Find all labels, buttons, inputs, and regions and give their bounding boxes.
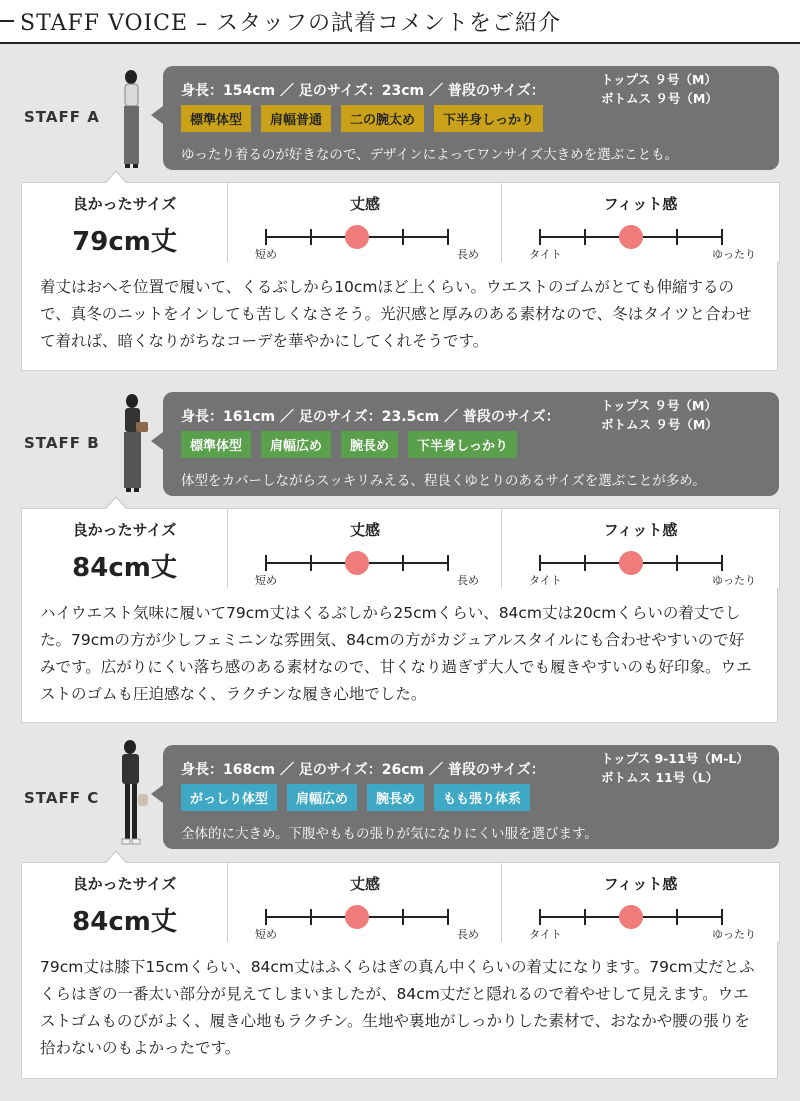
scale-marker: [345, 551, 369, 575]
size-evaluation-box: [21, 862, 780, 943]
body-tag: 肩幅広め: [261, 431, 331, 458]
length-feel-column: [227, 863, 502, 942]
scale-tick: [402, 555, 404, 571]
scale-tick: [447, 229, 449, 245]
scale-marker: [619, 905, 643, 929]
good-size-label: 良かったサイズ: [72, 875, 177, 893]
length-min-label: 短め: [255, 574, 277, 587]
scale-tick: [539, 229, 541, 245]
body-tag: 肩幅普通: [261, 105, 331, 132]
scale-tick: [402, 229, 404, 245]
length-max-label: 長め: [457, 928, 479, 941]
length-min-label: 短め: [255, 248, 277, 261]
body-tag: 標準体型: [181, 431, 251, 458]
staff-stats: 身長：161cm ／ 足のサイズ：23.5cm ／ 普段のサイズ：: [181, 409, 560, 425]
page-header: [0, 0, 800, 44]
usual-tops: トップス 9-11号（M-L）: [601, 751, 749, 766]
staff-profile-bubble: [163, 66, 779, 170]
staff-photo: [108, 738, 156, 852]
length-max-label: 長め: [457, 574, 479, 587]
staff-label: STAFF B: [24, 434, 100, 452]
staff-label: STAFF C: [24, 789, 100, 807]
length-scale: [265, 229, 449, 245]
length-feel-title: 丈感: [349, 875, 380, 893]
fit-min-label: タイト: [529, 574, 562, 587]
scale-tick: [265, 909, 267, 925]
body-tag: 腕長め: [341, 431, 398, 458]
staff-profile-bubble: [163, 745, 779, 849]
good-size-label: 良かったサイズ: [72, 521, 177, 539]
staff-comment: 着丈はおへそ位置で履いて、くるぶしから10cmほど上くらい。ウエストのゴムがとても伸縮するので、真冬のニットをインしても苦しくなさそう。光沢感と厚みのある素材なので、冬はタイツと合わせて着れば、暗くなりがちなコーデを華やかにしてくれそうです。: [21, 262, 778, 371]
scale-marker: [619, 225, 643, 249]
scale-marker: [345, 905, 369, 929]
fit-feel-column: [501, 863, 779, 942]
good-size-value: 84cm丈: [72, 553, 177, 583]
good-size-value: 84cm丈: [72, 907, 177, 937]
good-size-column: [22, 863, 227, 942]
body-type-tags: [181, 431, 517, 458]
body-tag: 二の腕太め: [341, 105, 424, 132]
length-min-label: 短め: [255, 928, 277, 941]
fit-scale: [539, 555, 723, 571]
usual-tops: トップス ９号（M）: [601, 398, 717, 413]
scale-tick: [539, 909, 541, 925]
page-title: STAFF VOICE – スタッフの試着コメントをご紹介: [20, 11, 562, 36]
scale-tick: [584, 229, 586, 245]
usual-sizes: [601, 70, 718, 108]
body-type-tags: [181, 784, 530, 811]
scale-tick: [310, 909, 312, 925]
staff-profile-bubble: [163, 392, 779, 496]
staff-comment: ハイウエスト気味に履いて79cm丈はくるぶしから25cmくらい、84cm丈は20cmくらいの着丈でした。79cmの方が少しフェミニンな雰囲気、84cmの方がカジュアルスタイルにも合わせやすいので好みです。広がりにくい落ち感のある素材なので、甘くなり過ぎず大人でも履きやすいのも好印象。ウエストのゴムも圧迫感なく、ラクチンな履き心地でした。: [21, 588, 778, 723]
scale-tick: [721, 229, 723, 245]
staff-note: 全体的に大きめ。下腹やももの張りが気になりにくい服を選びます。: [181, 826, 598, 842]
fit-min-label: タイト: [529, 248, 562, 261]
staff-stats: 身長：154cm ／ 足のサイズ：23cm ／ 普段のサイズ：: [181, 83, 545, 99]
scale-tick: [721, 555, 723, 571]
body-tag: 腕長め: [367, 784, 424, 811]
length-feel-title: 丈感: [349, 195, 380, 213]
fit-max-label: ゆったり: [712, 248, 756, 261]
scale-tick: [265, 555, 267, 571]
scale-tick: [539, 555, 541, 571]
scale-tick: [447, 909, 449, 925]
usual-sizes: [601, 749, 749, 787]
body-tag: 下半身しっかり: [408, 431, 517, 458]
size-evaluation-box: [21, 508, 780, 589]
header-dash: [0, 20, 14, 22]
scale-tick: [676, 229, 678, 245]
staff-stats: 身長：168cm ／ 足のサイズ：26cm ／ 普段のサイズ：: [181, 762, 545, 778]
body-tag: 下半身しっかり: [434, 105, 543, 132]
length-feel-title: 丈感: [349, 521, 380, 539]
length-scale: [265, 555, 449, 571]
scale-tick: [447, 555, 449, 571]
fit-feel-title: フィット感: [603, 195, 678, 213]
scale-tick: [402, 909, 404, 925]
usual-sizes: [601, 396, 718, 434]
good-size-column: [22, 183, 227, 262]
staff-photo: [112, 392, 156, 496]
usual-bottoms: ボトムス ９号（M）: [601, 91, 718, 106]
fit-scale: [539, 909, 723, 925]
staff-photo: [112, 68, 152, 172]
scale-tick: [721, 909, 723, 925]
length-scale: [265, 909, 449, 925]
fit-feel-column: [501, 509, 779, 588]
body-tag: 標準体型: [181, 105, 251, 132]
fit-max-label: ゆったり: [712, 574, 756, 587]
scale-tick: [584, 909, 586, 925]
usual-tops: トップス ９号（M）: [601, 72, 717, 87]
scale-tick: [265, 229, 267, 245]
length-max-label: 長め: [457, 248, 479, 261]
body-type-tags: [181, 105, 543, 132]
staff-note: ゆったり着るのが好きなので、デザインによってワンサイズ大きめを選ぶことも。: [181, 147, 679, 163]
good-size-value: 79cm丈: [72, 227, 177, 257]
body-tag: 肩幅広め: [287, 784, 357, 811]
fit-feel-column: [501, 183, 779, 262]
staff-label: STAFF A: [24, 108, 100, 126]
good-size-label: 良かったサイズ: [72, 195, 177, 213]
scale-marker: [619, 551, 643, 575]
fit-feel-title: フィット感: [603, 521, 678, 539]
scale-tick: [676, 909, 678, 925]
length-feel-column: [227, 183, 502, 262]
usual-bottoms: ボトムス 11号（L）: [601, 770, 719, 785]
staff-comment: 79cm丈は膝下15cmくらい、84cm丈はふくらはぎの真ん中くらいの着丈になります。79cm丈だとふくらはぎの一番太い部分が見えてしまいましたが、84cm丈だと隠れるので着やせして見えます。ウエストゴムものびがよく、履き心地もラクチン。生地や裏地がしっかりした素材で、おなかや腰の張りを拾わないのもよかったです。: [21, 942, 778, 1079]
body-tag: がっしり体型: [181, 784, 277, 811]
fit-max-label: ゆったり: [712, 928, 756, 941]
body-tag: もも張り体系: [434, 784, 530, 811]
scale-tick: [310, 555, 312, 571]
fit-scale: [539, 229, 723, 245]
good-size-column: [22, 509, 227, 588]
scale-tick: [310, 229, 312, 245]
staff-note: 体型をカバーしながらスッキリみえる、程良くゆとりのあるサイズを選ぶことが多め。: [181, 473, 706, 489]
scale-tick: [584, 555, 586, 571]
usual-bottoms: ボトムス ９号（M）: [601, 417, 718, 432]
fit-min-label: タイト: [529, 928, 562, 941]
scale-marker: [345, 225, 369, 249]
length-feel-column: [227, 509, 502, 588]
scale-tick: [676, 555, 678, 571]
size-evaluation-box: [21, 182, 780, 263]
fit-feel-title: フィット感: [603, 875, 678, 893]
